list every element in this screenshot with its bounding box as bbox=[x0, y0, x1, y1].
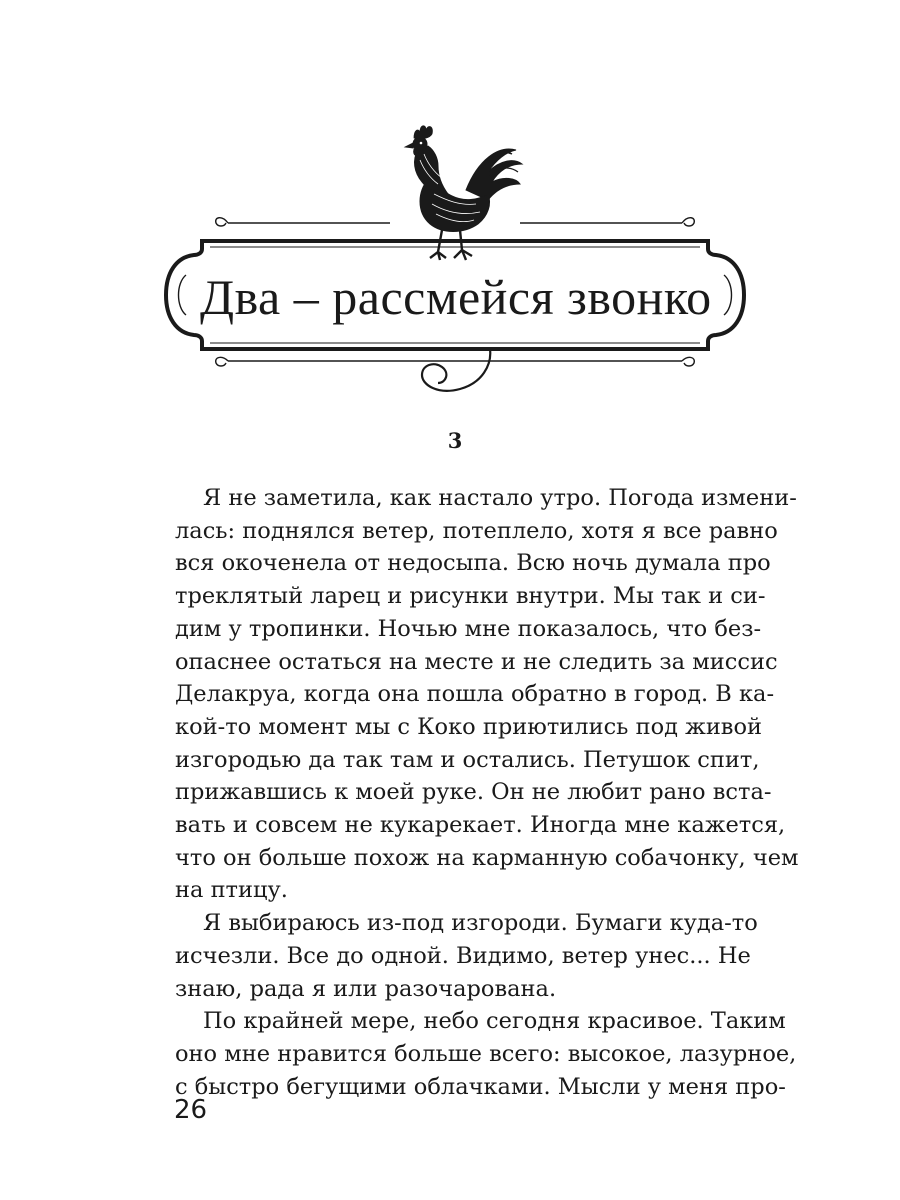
text-line: что он больше похож на карманную собачонку, чем bbox=[175, 844, 799, 871]
paragraph bbox=[175, 482, 799, 907]
text-line: вся окоченела от недосыпа. Всю ночь думала про bbox=[175, 550, 771, 577]
text-line: лась: поднялся ветер, потеплело, хотя я все равно bbox=[175, 517, 778, 544]
text-line: опаснее остаться на месте и не следить за миссис bbox=[175, 648, 778, 675]
chapter-title: Два – рассмейся звонко bbox=[200, 269, 712, 325]
text-line: оно мне нравится больше всего: высокое, лазурное, bbox=[175, 1040, 797, 1067]
text-line: исчезли. Все до одной. Видимо, ветер унес... Не bbox=[175, 942, 751, 969]
text-line: на птицу. bbox=[175, 877, 288, 904]
text-line: кой-то момент мы с Коко приютились под живой bbox=[175, 713, 763, 740]
paragraph bbox=[175, 1005, 797, 1103]
text-line: изгородью да так там и остались. Петушок спит, bbox=[175, 746, 760, 773]
text-line: прижавшись к моей руке. Он не любит рано вста- bbox=[175, 779, 772, 806]
page-number: 26 bbox=[174, 1095, 208, 1125]
text-line: Я выбираюсь из-под изгороди. Бумаги куда-то bbox=[203, 910, 758, 937]
text-line: По крайней мере, небо сегодня красивое. Таким bbox=[203, 1008, 786, 1035]
text-line: с быстро бегущими облачками. Мысли у меня про- bbox=[175, 1073, 786, 1100]
text-line: треклятый ларец и рисунки внутри. Мы так и си- bbox=[175, 583, 766, 610]
text-line: Делакруа, когда она пошла обратно в город. В ка- bbox=[175, 681, 775, 708]
body-text bbox=[175, 482, 799, 1103]
text-line: дим у тропинки. Ночью мне показалось, что без- bbox=[175, 615, 762, 642]
text-line: Я не заметила, как настало утро. Погода измени- bbox=[203, 485, 797, 511]
paragraph bbox=[175, 907, 758, 1005]
section-number: 3 bbox=[447, 428, 463, 453]
text-line: вать и совсем не кукарекает. Иногда мне кажется, bbox=[175, 812, 786, 839]
text-line: знаю, рада я или разочарована. bbox=[175, 975, 557, 1002]
